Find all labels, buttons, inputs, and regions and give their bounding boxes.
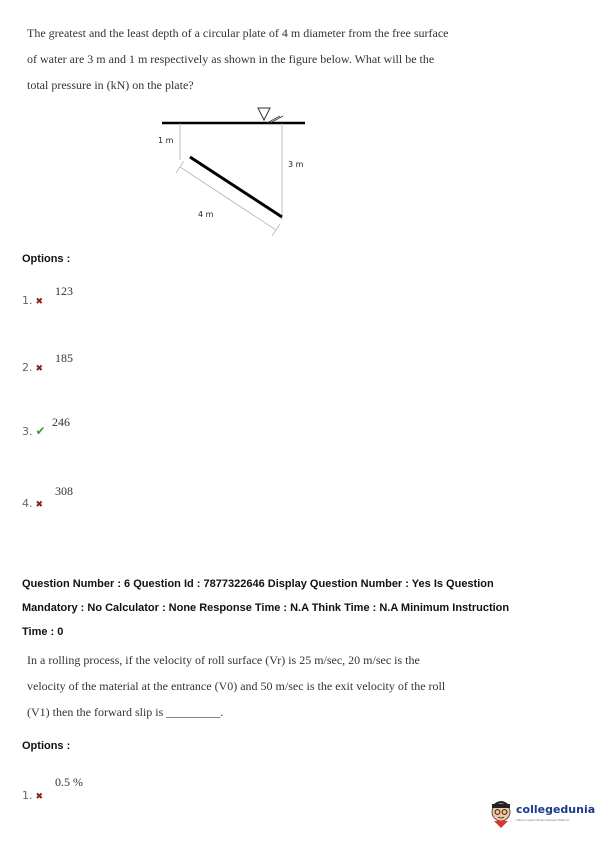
option-number: 4. bbox=[22, 497, 33, 510]
option-1 bbox=[22, 294, 43, 307]
diameter-dimension-line bbox=[180, 167, 276, 230]
option-number: 1. bbox=[22, 294, 33, 307]
plate-diagram bbox=[150, 100, 310, 240]
diameter-dimension-tick bbox=[272, 224, 280, 236]
option-3 bbox=[22, 424, 46, 438]
options-heading: Options : bbox=[22, 740, 71, 752]
option-2 bbox=[22, 361, 43, 374]
greatest-depth-label: 3 m bbox=[288, 160, 304, 169]
option-value: 185 bbox=[55, 351, 73, 365]
option-number: 2. bbox=[22, 361, 33, 374]
question-1-line: The greatest and the least depth of a circular plate of 4 m diameter from the free surface bbox=[27, 26, 449, 40]
wrong-mark-icon: ✖ bbox=[35, 792, 44, 802]
option-value: 246 bbox=[52, 415, 70, 429]
meta-line: Question Number : 6 Question Id : 7877322646 Display Question Number : Yes Is Question bbox=[22, 578, 494, 590]
wrong-mark-icon: ✖ bbox=[35, 500, 44, 510]
water-level-marker bbox=[258, 108, 270, 120]
options-heading: Options : bbox=[22, 253, 71, 265]
meta-line: Time : 0 bbox=[22, 626, 64, 638]
option-number: 3. bbox=[22, 425, 33, 438]
logo-name: collegedunia bbox=[516, 803, 595, 816]
question-1-line: total pressure in (kN) on the plate? bbox=[27, 78, 194, 92]
option-value: 308 bbox=[55, 484, 73, 498]
wrong-mark-icon: ✖ bbox=[35, 364, 44, 374]
diameter-label: 4 m bbox=[198, 210, 214, 219]
check-mark-icon: ✔ bbox=[35, 424, 46, 438]
question-2-text bbox=[27, 647, 467, 725]
collegedunia-logo bbox=[488, 800, 595, 832]
question-1-line: of water are 3 m and 1 m respectively as shown in the figure below. What will be the bbox=[27, 52, 435, 66]
logo-tagline: India's Largest Student Review Platform bbox=[516, 818, 570, 822]
meta-line: Mandatory : No Calculator : None Response Time : N.A Think Time : N.A Minimum Instruction bbox=[22, 602, 510, 614]
question-2-meta bbox=[22, 572, 582, 644]
least-depth-label: 1 m bbox=[158, 136, 174, 145]
question-1-text bbox=[27, 20, 457, 98]
inclined-plate bbox=[190, 157, 282, 217]
option-value: 0.5 % bbox=[55, 775, 83, 789]
question-2-line: velocity of the material at the entrance (V0) and 50 m/sec is the exit velocity of the roll bbox=[27, 679, 446, 693]
diameter-dimension-tick bbox=[176, 161, 184, 173]
mascot-icon bbox=[488, 800, 514, 830]
option-4 bbox=[22, 497, 43, 510]
question-2-line: (V1) then the forward slip is _________. bbox=[27, 705, 224, 719]
option-number: 1. bbox=[22, 789, 33, 802]
option-1 bbox=[22, 789, 43, 802]
question-2-line: In a rolling process, if the velocity of roll surface (Vr) is 25 m/sec, 20 m/sec is the bbox=[27, 653, 420, 667]
wrong-mark-icon: ✖ bbox=[35, 297, 44, 307]
option-value: 123 bbox=[55, 284, 73, 298]
